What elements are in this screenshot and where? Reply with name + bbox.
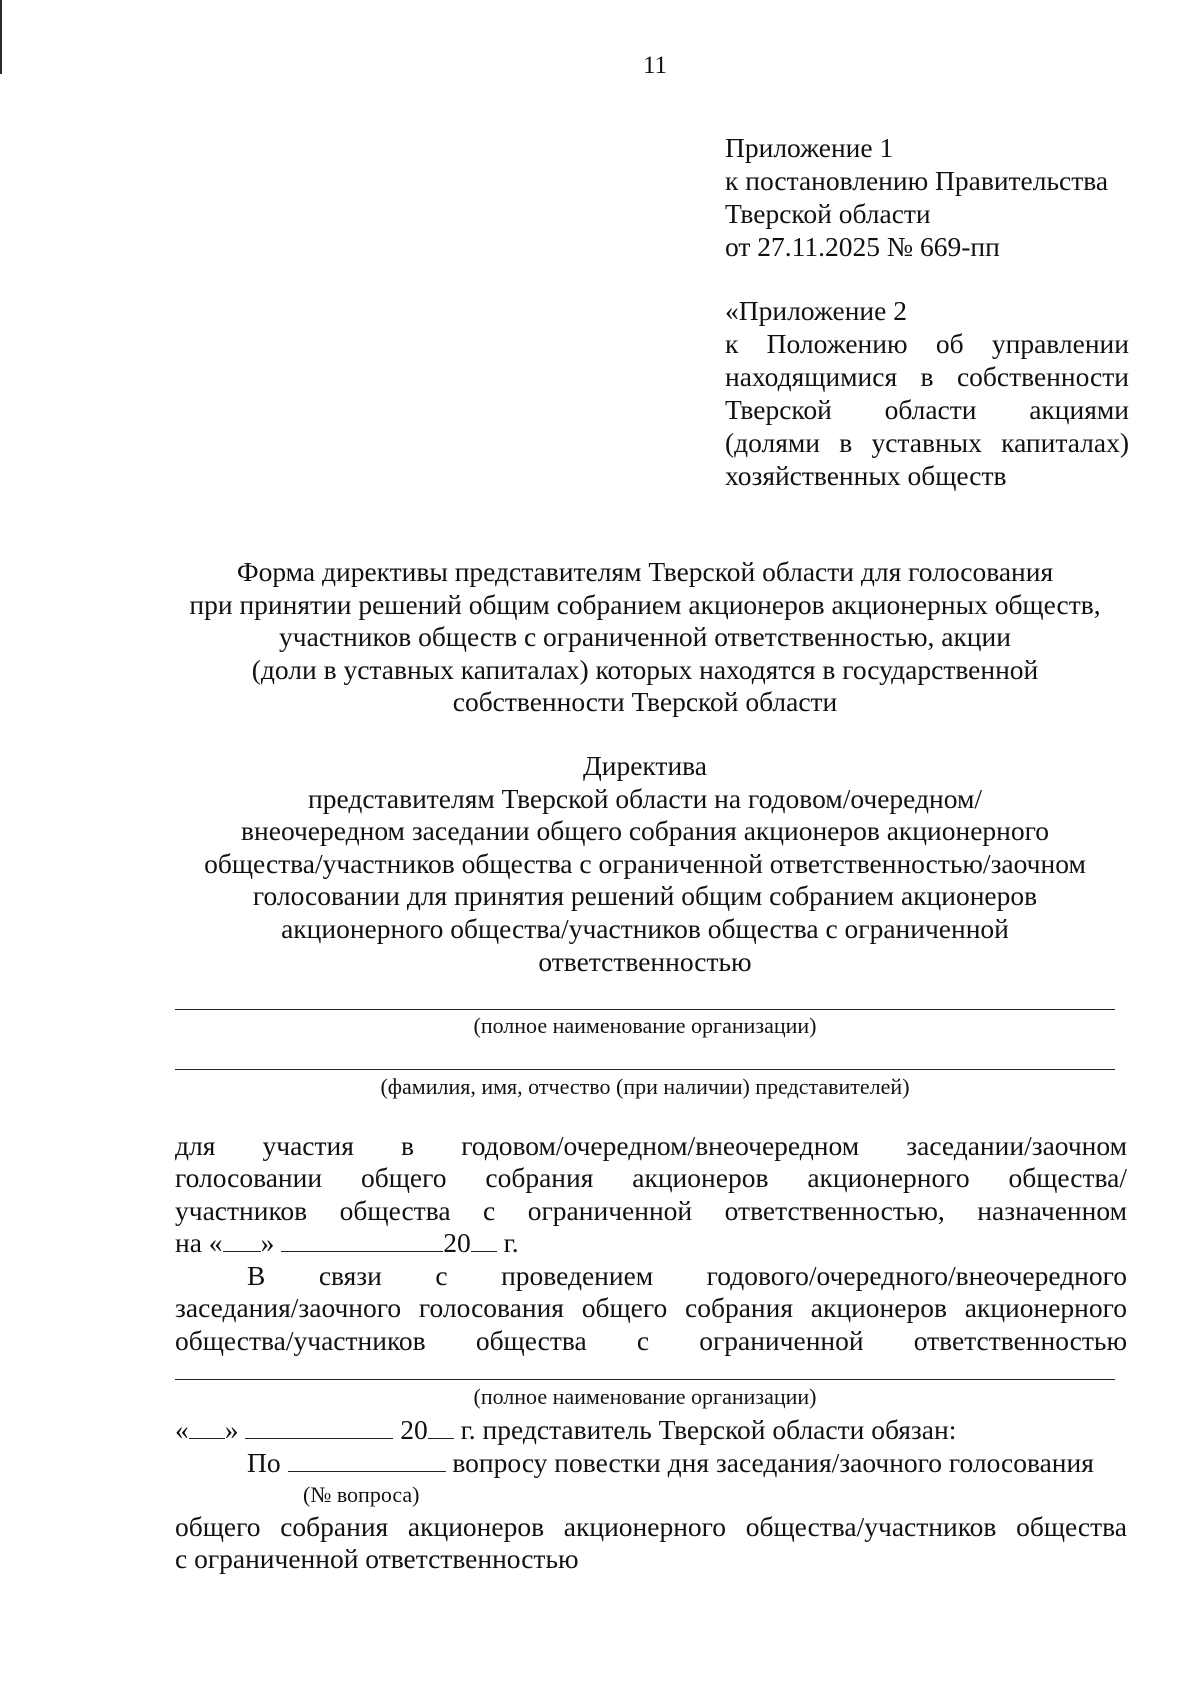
form-title-line: участников обществ с ограниченной ответственностью, акции: [279, 621, 1011, 653]
paragraph-line: общества/участников общества с ограниченной ответственностью: [175, 1324, 1127, 1356]
appendix-line: находящимися в собственности: [725, 361, 1129, 392]
approval-line: от 27.11.2025 № 669-пп: [725, 231, 1000, 262]
directive-block: [175, 750, 1115, 978]
year-prefix: 20: [443, 1227, 471, 1259]
date-prefix: на «: [175, 1227, 223, 1259]
paragraph-obligation: [175, 1260, 1127, 1357]
directive-line: внеочередном заседании общего собрания акционеров акционерного: [241, 815, 1049, 847]
day-blank: [223, 1227, 261, 1252]
date-open-quote: «: [175, 1414, 189, 1445]
org-name-caption-2: (полное наименование организации): [473, 1384, 817, 1409]
paragraph-line: В связи с проведением годового/очередного/внеочередного: [247, 1260, 1127, 1291]
directive-line: голосовании для принятия решений общим собранием акционеров: [252, 880, 1038, 912]
directive-line: ответственностью: [538, 945, 752, 977]
month-blank: [281, 1227, 443, 1252]
question-text: вопросу повестки дня заседания/заочного голосования: [452, 1447, 1094, 1478]
appendix-title: «Приложение 2: [725, 295, 907, 326]
appendix-line: Тверской области акциями: [725, 394, 1129, 425]
form-title: [175, 556, 1115, 719]
paragraph-line: участников общества с ограниченной ответственностью, назначенном: [175, 1194, 1127, 1226]
question-prefix: По: [247, 1447, 281, 1478]
question-line: [247, 1447, 1094, 1479]
representatives-caption: (фамилия, имя, отчество (при наличии) представителей): [380, 1074, 910, 1099]
appendix-line: (долями в уставных капиталах): [725, 427, 1129, 458]
obligation-date-line: [175, 1414, 956, 1446]
paragraph-line: заседания/заочного голосования общего собрания акционеров акционерного: [175, 1292, 1127, 1324]
appendix-line: к Положению об управлении: [725, 328, 1129, 359]
org-name-underline-2: [175, 1379, 1115, 1380]
paragraph-line: общего собрания акционеров акционерного общества/участников общества: [175, 1511, 1127, 1542]
approval-block: [725, 131, 1129, 263]
paragraph-line: для участия в годовом/очередном/внеочередном заседании/заочном: [175, 1130, 1127, 1161]
org-name-underline: [175, 1009, 1115, 1010]
approval-line: к постановлению Правительства: [725, 165, 1109, 196]
year-blank-2: [428, 1414, 454, 1439]
approval-line: Приложение 1: [725, 132, 894, 163]
paragraph-line: с ограниченной ответственностью: [175, 1543, 579, 1575]
directive-line: общества/участников общества с ограниченной ответственностью/заочном: [204, 847, 1086, 879]
question-number-blank: [288, 1447, 446, 1472]
month-blank-2: [245, 1414, 393, 1439]
meeting-date-line: [175, 1227, 1127, 1259]
form-title-line: Форма директивы представителям Тверской области для голосования: [236, 556, 1054, 587]
paragraph-participation: [175, 1130, 1127, 1260]
org-name-caption: (полное наименование организации): [473, 1013, 817, 1038]
directive-line: представителям Тверской области на годовом/очередном/: [308, 782, 982, 814]
form-title-line: при принятии решений общим собранием акционеров акционерных обществ,: [189, 588, 1101, 620]
paragraph-closing: [175, 1511, 1127, 1576]
appendix-block: [725, 294, 1129, 492]
year-blank: [471, 1227, 497, 1252]
year-suffix: г.: [503, 1227, 519, 1259]
directive-heading: Директива: [583, 750, 707, 781]
date-close-quote: »: [224, 1414, 239, 1445]
day-blank-2: [189, 1414, 225, 1439]
paragraph-line: голосовании общего собрания акционеров акционерного общества/: [175, 1162, 1127, 1194]
question-number-caption: (№ вопроса): [303, 1482, 420, 1507]
directive-line: акционерного общества/участников общества с ограниченной: [281, 912, 1009, 944]
appendix-line: хозяйственных обществ: [725, 460, 1007, 491]
representatives-underline: [175, 1069, 1115, 1070]
obligation-text: г. представитель Тверской области обязан:: [460, 1414, 957, 1445]
year-prefix-2: 20: [400, 1414, 428, 1445]
approval-line: Тверской области: [725, 198, 931, 229]
form-title-line: (доли в уставных капиталах) которых находятся в государственной: [251, 653, 1039, 685]
date-mid: »: [260, 1227, 275, 1259]
form-title-line: собственности Тверской области: [452, 686, 838, 718]
page-number: 11: [642, 52, 668, 79]
